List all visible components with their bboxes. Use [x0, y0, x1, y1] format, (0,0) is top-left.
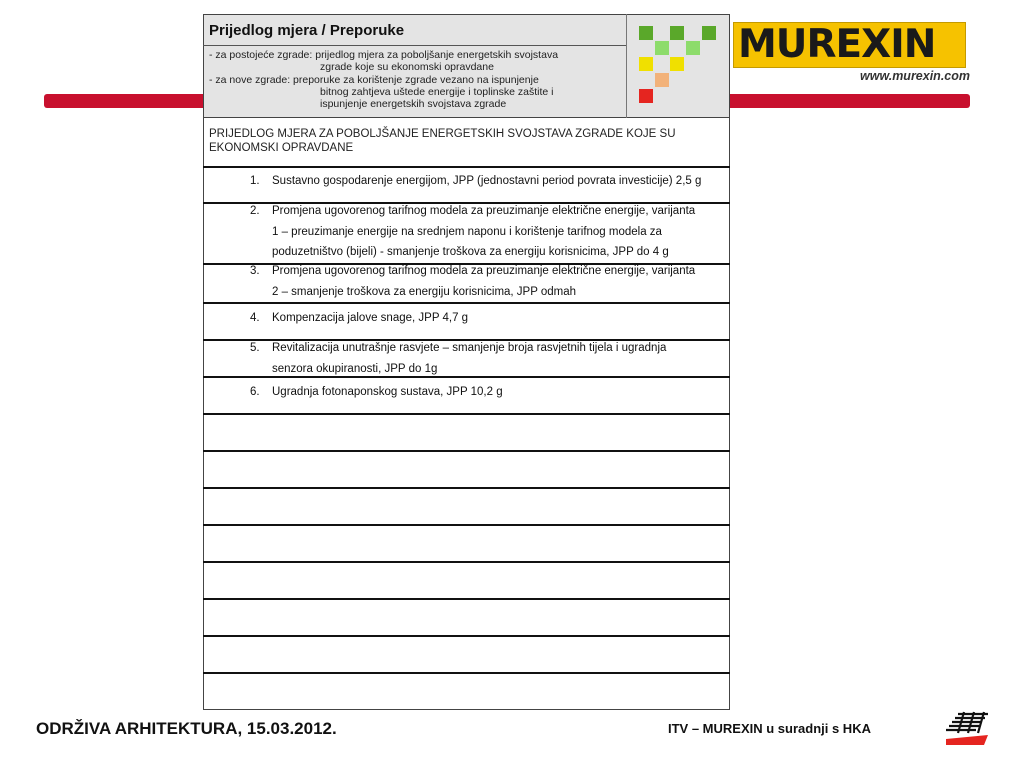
- item-text: poduzetništvo (bijeli) - smanjenje troškova za energiju korisnicima, JPP do 4 g: [272, 246, 669, 258]
- row-divider: [203, 561, 730, 563]
- energy-class-square: [655, 73, 669, 87]
- item-text: Ugradnja fotonaponskog sustava, JPP 10,2 g: [272, 386, 503, 398]
- energy-class-square: [670, 26, 684, 40]
- row-divider: [203, 635, 730, 637]
- item-text: Sustavno gospodarenje energijom, JPP (jednostavni period povrata investicije) 2,5 g: [272, 175, 702, 187]
- energy-class-square: [639, 89, 653, 103]
- row-divider: [203, 166, 730, 168]
- item-text: Kompenzacija jalove snage, JPP 4,7 g: [272, 312, 469, 324]
- section-title: PRIJEDLOG MJERA ZA POBOLJŠANJE ENERGETSKIH SVOJSTAVA ZGRADE KOJE SU EKONOMSKI OPRAVDANE: [209, 128, 676, 154]
- energy-class-square: [639, 26, 653, 40]
- document-header-title: Prijedlog mjera / Preporuke: [209, 22, 405, 39]
- row-divider: [203, 302, 730, 304]
- item-text: senzora okupiranosti, JPP do 1g: [272, 362, 438, 375]
- header-column-divider: [626, 14, 627, 118]
- item-text: Promjena ugovorenog tarifnog modela za preuzimanje električne energije, varijanta: [272, 205, 696, 217]
- energy-class-square: [639, 57, 653, 71]
- item-text: Promjena ugovorenog tarifnog modela za preuzimanje električne energije, varijanta: [272, 265, 696, 277]
- row-divider: [203, 450, 730, 452]
- item-number: 5.: [250, 342, 260, 354]
- measure-item-1: [250, 171, 724, 192]
- header-divider: [203, 45, 627, 46]
- measure-item-4: [250, 308, 724, 329]
- row-divider: [203, 672, 730, 674]
- measure-item-2: [250, 201, 724, 263]
- row-divider: [203, 524, 730, 526]
- energy-class-square: [686, 41, 700, 55]
- header-line-5: ispunjenje energetskih svojstava zgrade: [320, 98, 507, 110]
- header-line-4: bitnog zahtjeva uštede energije i toplinske zaštite i: [320, 86, 554, 98]
- energy-class-square: [670, 57, 684, 71]
- brand-url: www.murexin.com: [860, 69, 970, 83]
- item-text: 2 – smanjenje troškova za energiju korisnicima, JPP odmah: [272, 285, 577, 298]
- energy-class-square: [655, 41, 669, 55]
- item-text: Revitalizacija unutrašnje rasvjete – smanjenje broja rasvjetnih tijela i ugradnja: [272, 342, 667, 354]
- murexin-logo: MUREXIN: [738, 22, 936, 67]
- item-number: 6.: [250, 386, 260, 398]
- hka-logo-icon: [944, 711, 992, 747]
- item-number: 2.: [250, 205, 260, 217]
- item-number: 1.: [250, 175, 260, 187]
- measure-item-3: [250, 261, 724, 302]
- item-text: 1 – preuzimanje energije na srednjem naponu i korištenje tarifnog modela za: [272, 225, 662, 238]
- footer-title-date: ODRŽIVA ARHITEKTURA, 15.03.2012.: [36, 719, 337, 738]
- item-number: 4.: [250, 312, 260, 324]
- measure-item-5: [250, 338, 724, 379]
- footer-credit: ITV – MUREXIN u suradnji s HKA: [668, 721, 871, 736]
- row-divider: [203, 413, 730, 415]
- header-line-2: zgrade koje su ekonomski opravdane: [320, 61, 494, 73]
- energy-class-square: [702, 26, 716, 40]
- header-line-3: - za nove zgrade: preporuke za korištenje zgrade vezano na ispunjenje: [209, 74, 539, 86]
- measure-item-6: [250, 382, 724, 403]
- item-number: 3.: [250, 265, 260, 277]
- header-line-1: - za postojeće zgrade: prijedlog mjera za poboljšanje energetskih svojstava: [209, 49, 559, 61]
- row-divider: [203, 598, 730, 600]
- row-divider: [203, 487, 730, 489]
